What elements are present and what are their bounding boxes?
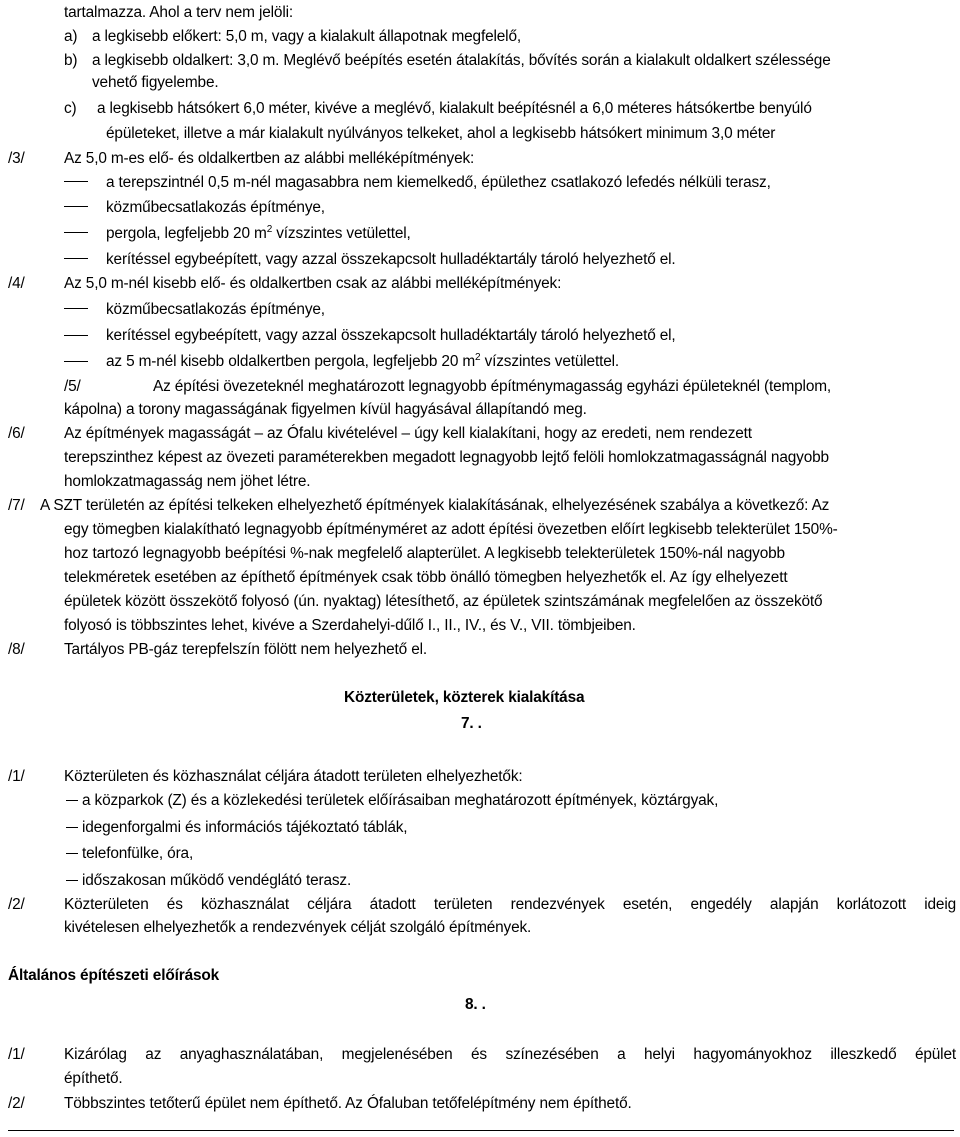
list-item: közműbecsatlakozás építménye, <box>106 199 325 216</box>
list-item: a közparkok (Z) és a közlekedési területek előírásaiban meghatározott építmények, köztárgyak, <box>82 792 719 809</box>
list-item: közműbecsatlakozás építménye, <box>106 301 325 318</box>
paragraph-7-line: telekméretek esetében az építhető építmények csak több önálló tömegben helyezhetők el. Az így elhelyezett <box>64 569 788 586</box>
item-b-text: a legkisebb oldalkert: 3,0 m. Meglévő beépítés esetén átalakítás, bővítés során a kialakult oldalkert szélessége <box>92 52 831 69</box>
section-7-p2-line: kivételesen elhelyezhetők a rendezvények célját szolgáló építmények. <box>64 919 532 936</box>
list-dash <box>64 232 88 233</box>
list-item: időszakosan működő vendéglátó terasz. <box>82 872 352 889</box>
section-8-p1-marker: /1/ <box>8 1046 25 1063</box>
section-7-title: Közterületek, közterek kialakítása <box>344 689 585 706</box>
list-item: kerítéssel egybeépített, vagy azzal összekapcsolt hulladéktartály tároló helyezhető el. <box>106 251 676 268</box>
section-7-p1-marker: /1/ <box>8 768 25 785</box>
paragraph-5-line: Az építési övezeteknél meghatározott legnagyobb építménymagasság egyházi épületeknél (templom, <box>153 378 832 395</box>
section-8-number: 8. . <box>465 996 486 1013</box>
paragraph-8-marker: /8/ <box>8 641 25 658</box>
section-7-p2-line: Közterületen és közhasználat céljára átadott területen rendezvények esetén, engedély alapján korlátozott ideig <box>64 896 956 913</box>
paragraph-6-line: Az építmények magasságát – az Ófalu kivételével – úgy kell kialakítani, hogy az eredeti, nem rendezett <box>64 425 752 442</box>
paragraph-5-marker: /5/ <box>64 378 81 395</box>
section-7-number: 7. . <box>461 715 482 732</box>
list-item <box>106 224 411 245</box>
section-8-title: Általános építészeti előírások <box>8 967 220 984</box>
list-dash <box>64 335 88 336</box>
list-dash <box>66 800 78 801</box>
item-a-marker: a) <box>64 28 78 45</box>
paragraph-7-line: egy tömegben kialakítható legnagyobb építményméret az adott építési övezetben előírt legkisebb telekterület 150%- <box>64 521 838 538</box>
superscript: 2 <box>475 352 481 363</box>
item-b-continuation: vehető figyelembe. <box>92 74 219 91</box>
item-c-marker: c) <box>64 100 77 117</box>
list-dash <box>64 181 88 182</box>
list-dash <box>64 258 88 259</box>
item-tail: vízszintes vetülettel. <box>480 353 620 370</box>
paragraph-3-marker: /3/ <box>8 150 25 167</box>
superscript: 2 <box>266 224 273 235</box>
paragraph-7-line: folyosó is többszintes lehet, kivéve a Szerdahelyi-dűlő I., II., IV., és V., VII. tömbjeiben. <box>64 617 636 634</box>
list-item: telefonfülke, óra, <box>82 845 194 862</box>
list-item: a terepszintnél 0,5 m-nél magasabbra nem kiemelkedő, épülethez csatlakozó lefedés nélküli terasz, <box>106 174 771 191</box>
item-c-continuation: épületeket, illetve a már kialakult nyúlványos telkeket, ahol a legkisebb hátsókert minimum 3,0 méter <box>106 125 776 142</box>
paragraph-6-marker: /6/ <box>8 425 25 442</box>
list-dash <box>64 206 88 207</box>
pergola-text: pergola, legfeljebb 20 m <box>106 225 267 242</box>
paragraph-5-line: kápolna) a torony magasságának figyelmen kívül hagyásával állapítandó meg. <box>64 401 587 418</box>
paragraph-6-line: homlokzatmagasság nem jöhet létre. <box>64 473 311 490</box>
list-dash <box>64 308 88 309</box>
section-7-p2-marker: /2/ <box>8 896 25 913</box>
list-dash <box>64 361 88 362</box>
paragraph-4-marker: /4/ <box>8 275 25 292</box>
item-c-text: a legkisebb hátsókert 6,0 méter, kivéve a meglévő, kialakult beépítésnél a 6,0 méteres hátsókertbe benyúló <box>97 100 812 117</box>
section-8-p1-line: Kizárólag az anyaghasználatában, megjelenésében és színezésében a helyi hagyományokhoz illeszkedő épület <box>64 1046 956 1063</box>
paragraph-7-line: hoz tartozó legnagyobb beépítési %-nak megfelelő alapterület. A legkisebb telekterületek 150%-nál nagyobb <box>64 545 785 562</box>
list-item <box>106 352 619 373</box>
section-8-p1-line: építhető. <box>64 1070 123 1087</box>
paragraph-7-marker: /7/ <box>8 497 25 514</box>
paragraph-7-line: A SZT területén az építési telkeken elhelyezhető építmények kialakításának, elhelyezésének szabálya a következő: Az <box>40 497 830 514</box>
section-8-p2-marker: /2/ <box>8 1095 25 1112</box>
paragraph-4-heading: Az 5,0 m-nél kisebb elő- és oldalkertben csak az alábbi melléképítmények: <box>64 275 562 292</box>
paragraph-7-line: épületek között összekötő folyosó (ún. nyaktag) létesíthető, az épületek szintszámának megfelelően az összekötő <box>64 593 823 610</box>
paragraph-3-heading: Az 5,0 m-es elő- és oldalkertben az alábbi melléképítmények: <box>64 150 475 167</box>
footer-rule <box>8 1130 954 1131</box>
list-dash <box>66 827 78 828</box>
section-7-p1-heading: Közterületen és közhasználat céljára átadott területen elhelyezhetők: <box>64 768 523 785</box>
item-b-marker: b) <box>64 52 78 69</box>
list-dash <box>66 853 78 854</box>
list-item: idegenforgalmi és információs tájékoztató táblák, <box>82 819 408 836</box>
paragraph-8-text: Tartályos PB-gáz terepfelszín fölött nem helyezhető el. <box>64 641 428 658</box>
list-dash <box>66 880 78 881</box>
list-item: kerítéssel egybeépített, vagy azzal összekapcsolt hulladéktartály tároló helyezhető el, <box>106 327 676 344</box>
section-8-p2-text: Többszintes tetőterű épület nem építhető. Az Ófaluban tetőfelépítmény nem építhető. <box>64 1095 632 1112</box>
paragraph-6-line: terepszinthez képest az övezeti paraméterekben megadott legnagyobb lejtő felöli homlokzatmagasságnál nagyobb <box>64 449 829 466</box>
pergola-tail: vízszintes vetülettel, <box>272 225 411 242</box>
intro-line: tartalmazza. Ahol a terv nem jelöli: <box>64 4 293 21</box>
item-a-text: a legkisebb előkert: 5,0 m, vagy a kialakult állapotnak megfelelő, <box>92 28 521 45</box>
item-text: az 5 m-nél kisebb oldalkertben pergola, legfeljebb 20 m <box>106 353 476 370</box>
